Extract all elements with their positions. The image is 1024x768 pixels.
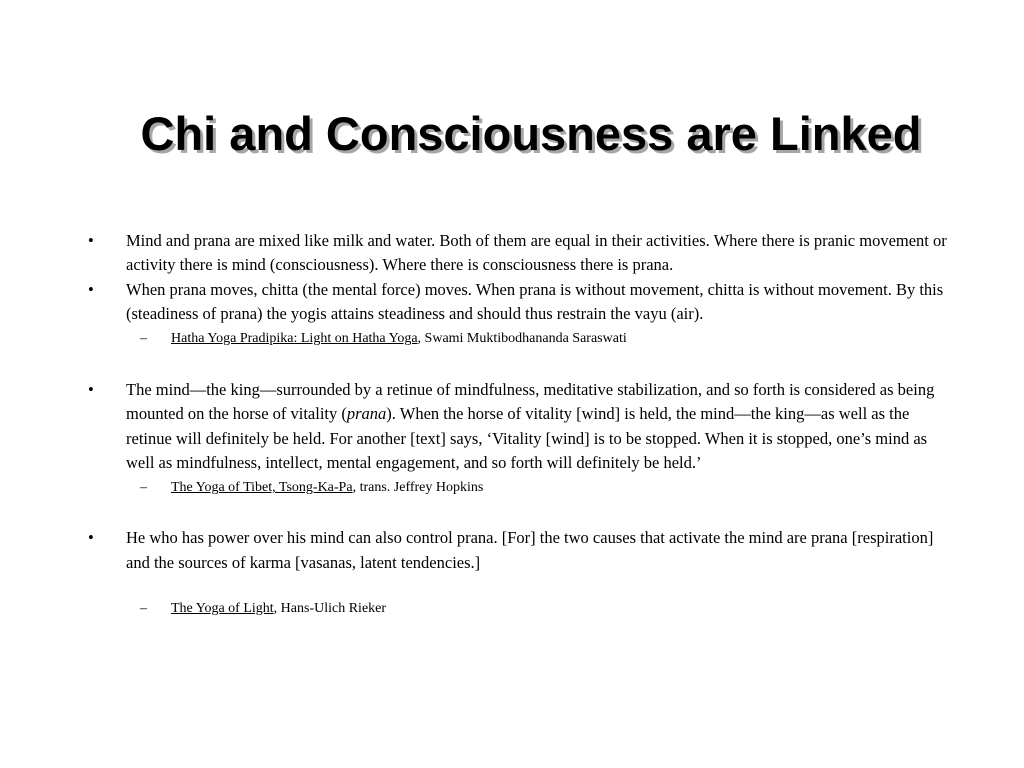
bullet-text: The mind—the king—surrounded by a retinue of mindfulness, meditative stabilization, and so forth is considered as being mounted on the horse of vitality (: [126, 380, 935, 424]
sub-bullet-marker: –: [140, 600, 147, 616]
source-author: , trans. Jeffrey Hopkins: [352, 480, 484, 496]
bullet-text: Mind and prana are mixed like milk and water. Both of them are equal in their activities. Where there is pranic movement or activity there is mind (consciousness). Where there is consciousness there is prana.: [126, 231, 947, 275]
bullet-text: ). When the horse of vitality [wind] is held, the mind—the king—as well as the retinue will definitely be held. For another [text] says, ‘Vitality [wind] is to be stopped. When it is stopped, one’s mind as well as mindfulness, intellect, mental engagement, and so forth will definitely be held.’: [126, 404, 928, 473]
bullet-marker: •: [88, 380, 94, 400]
source-title-link[interactable]: The Yoga of Tibet, Tsong-Ka-Pa: [171, 480, 353, 496]
slide-content: [88, 229, 948, 619]
bullet-marker: •: [88, 279, 94, 299]
bullet-marker: •: [88, 231, 94, 250]
bullet-item: [88, 378, 948, 475]
sub-bullet-marker: –: [140, 331, 147, 347]
bullet-item: [88, 229, 948, 278]
source-author: , Hans-Ulich Rieker: [273, 600, 387, 616]
slide-title: Chi and Consciousness are Linked: [140, 107, 922, 160]
sub-bullet-marker: –: [140, 480, 147, 496]
source-title-link[interactable]: Hatha Yoga Pradipika: Light on Hatha Yoga: [171, 331, 418, 347]
bullet-item: [88, 526, 948, 575]
bullet-marker: •: [88, 528, 94, 548]
bullet-text: He who has power over his mind can also control prana. [For] the two causes that activate the mind are prana [respiration] and the sources of karma [vasanas, latent tendencies.]: [126, 528, 934, 572]
source-citation: [88, 599, 948, 619]
source-title-link[interactable]: The Yoga of Light: [171, 600, 274, 616]
bullet-item: [88, 278, 948, 327]
source-citation: [88, 329, 948, 349]
bullet-text: When prana moves, chitta (the mental force) moves. When prana is without movement, chitta is without movement. By this (steadiness of prana) the yogis attains steadiness and should thus restrain the vayu (air).: [126, 279, 944, 323]
bullet-text-italic: prana: [346, 404, 387, 424]
source-author: , Swami Muktibodhananda Saraswati: [417, 331, 627, 347]
source-citation: [88, 478, 948, 498]
